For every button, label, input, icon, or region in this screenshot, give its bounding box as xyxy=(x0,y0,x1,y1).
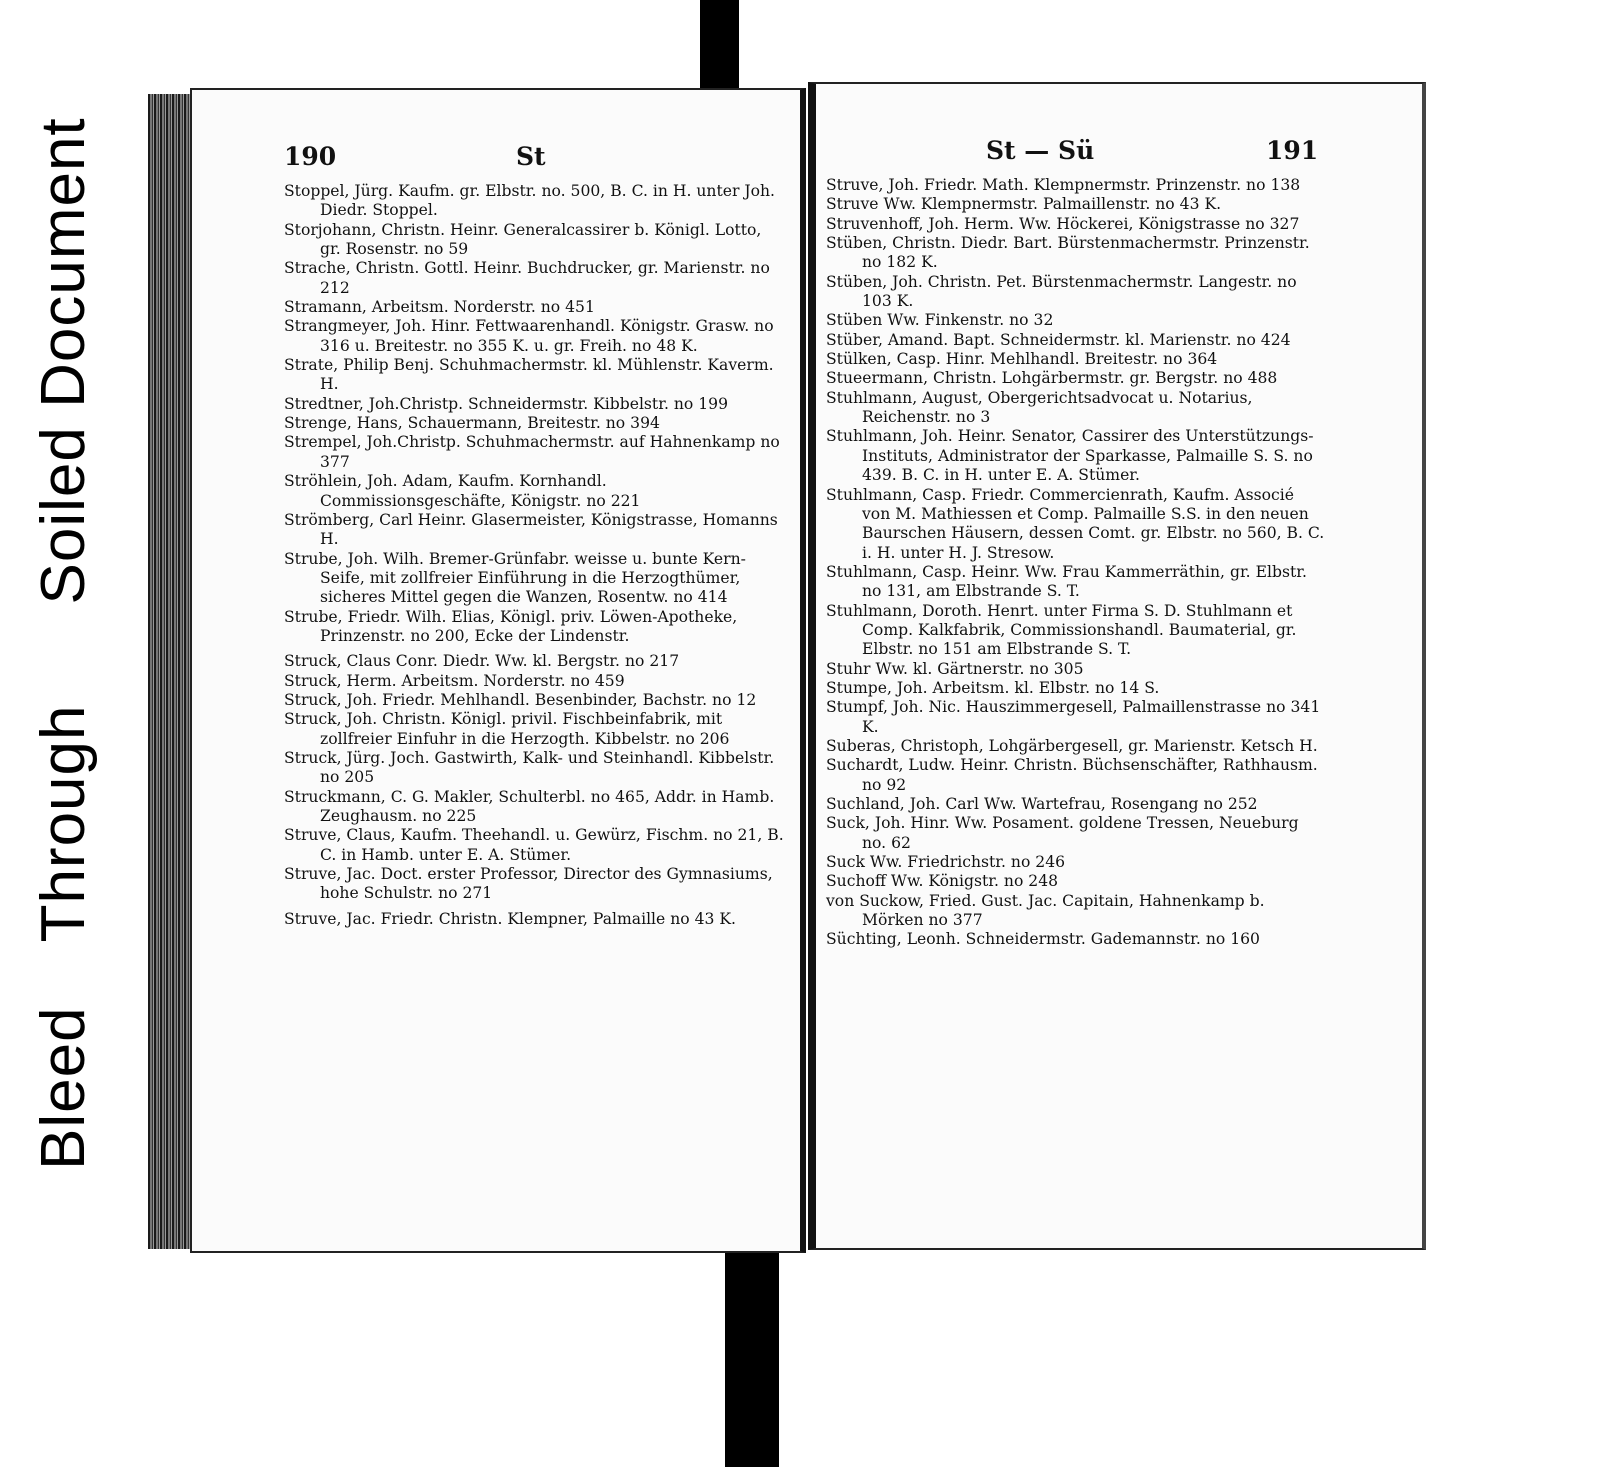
directory-entry: Struve, Jac. Doct. erster Professor, Director des Gymnasiums, hohe Schulstr. no 271 xyxy=(284,865,773,903)
book-page-edges xyxy=(148,94,192,1249)
directory-entry: Suchland, Joh. Carl Ww. Wartefrau, Rosengang no 252 xyxy=(826,795,1258,813)
side-label-through: Through xyxy=(29,704,98,943)
directory-entry: Stumpe, Joh. Arbeitsm. kl. Elbstr. no 14 S. xyxy=(826,678,1160,697)
directory-entry: Storjohann, Christn. Heinr. Generalcassirer b. Königl. Lotto, gr. Rosenstr. no 59 xyxy=(284,220,762,259)
page-number-right: 191 xyxy=(1266,136,1319,165)
directory-entry: von Suckow, Fried. Gust. Jac. Capitain, Hahnenkamp b. Mörken no 377 xyxy=(826,891,1265,930)
directory-entry: Stüben, Joh. Christn. Pet. Bürstenmachermstr. Langestr. no 103 K. xyxy=(826,272,1297,311)
directory-entry: Strempel, Joh.Christp. Schuhmachermstr. auf Hahnenkamp no 377 xyxy=(284,433,780,471)
directory-entry: Stueermann, Christn. Lohgärbermstr. gr. Bergstr. no 488 xyxy=(826,369,1278,388)
directory-entry: Stüber, Amand. Bapt. Schneidermstr. kl. Marienstr. no 424 xyxy=(826,330,1291,349)
binding-strip-top xyxy=(700,0,739,100)
page-number-left: 190 xyxy=(284,142,337,171)
directory-entry: Struck, Joh. Friedr. Mehlhandl. Besenbinder, Bachstr. no 12 xyxy=(284,690,757,709)
directory-entry: Stredtner, Joh.Christp. Schneidermstr. Kibbelstr. no 199 xyxy=(284,394,729,413)
directory-entry: Suberas, Christoph, Lohgärbergesell, gr. Marienstr. Ketsch H. xyxy=(826,736,1318,755)
directory-entry: Süchting, Leonh. Schneidermstr. Gademannstr. no 160 xyxy=(826,930,1260,949)
running-head-left: St xyxy=(516,142,546,171)
left-entries xyxy=(284,182,784,929)
directory-entry: Stoppel, Jürg. Kaufm. gr. Elbstr. no. 500, B. C. in H. unter Joh. Diedr. Stoppel. xyxy=(284,182,775,220)
directory-entry: Strube, Joh. Wilh. Bremer-Grünfabr. weisse u. bunte Kern-Seife, mit zollfreier Einführung in die Herzogthümer, sicheres Mittel gegen die Wanzen, Rosentw. no 414 xyxy=(284,549,746,607)
right-page xyxy=(808,82,1426,1250)
directory-entry: Suck Ww. Friedrichstr. no 246 xyxy=(826,853,1066,872)
directory-entry: Stuhlmann, Casp. Friedr. Commercienrath, Kaufm. Associé von M. Mathiessen et Comp. Palmaille S.S. in den neuen Baurschen Häusern, dessen Comt. gr. Elbstr. no 560, B. C. i. H. unter H. J. Stresow. xyxy=(826,485,1325,562)
directory-entry: Strache, Christn. Gottl. Heinr. Buchdrucker, gr. Marienstr. no 212 xyxy=(284,259,770,297)
running-head-right: St — Sü xyxy=(986,136,1095,165)
directory-entry: Strube, Friedr. Wilh. Elias, Königl. priv. Löwen-Apotheke, Prinzenstr. no 200, Ecke der Lindenstr. xyxy=(284,607,738,645)
directory-entry: Strate, Philip Benj. Schuhmachermstr. kl. Mühlenstr. Kaverm. H. xyxy=(284,356,774,394)
directory-entry: Stuhr Ww. kl. Gärtnerstr. no 305 xyxy=(826,659,1084,678)
directory-entry: Struck, Joh. Christn. Königl. privil. Fischbeinfabrik, mit zollfreier Einfuhr in die Herzogth. Kibbelstr. no 206 xyxy=(284,710,730,748)
directory-entry: Strangmeyer, Joh. Hinr. Fettwaarenhandl. Königstr. Grasw. no 316 u. Breitestr. no 355 K. u. gr. Freih. no 48 K. xyxy=(284,317,774,355)
directory-entry: Stuhlmann, Casp. Heinr. Ww. Frau Kammerräthin, gr. Elbstr. no 131, am Elbstrande S. T. xyxy=(826,562,1307,601)
directory-entry: Struvenhoff, Joh. Herm. Ww. Höckerei, Königstrasse no 327 xyxy=(826,214,1300,233)
directory-entry: Stüben, Christn. Diedr. Bart. Bürstenmachermstr. Prinzenstr. no 182 K. xyxy=(826,234,1310,272)
directory-entry: Struve, Claus, Kaufm. Theehandl. u. Gewürz, Fischm. no 21, B. C. in Hamb. unter E. A. Stümer. xyxy=(284,826,784,864)
directory-entry: Stuhlmann, Joh. Heinr. Senator, Cassirer des Unterstützungs-Instituts, Administrator der Sparkasse, Palmaille S. S. no 439. B. C. in H. unter E. A. Stümer. xyxy=(826,427,1314,485)
directory-entry: Ströhlein, Joh. Adam, Kaufm. Kornhandl. Commissionsgeschäfte, Königstr. no 221 xyxy=(284,472,641,510)
directory-entry: Stumpf, Joh. Nic. Hauszimmergesell, Palmaillenstrasse no 341 K. xyxy=(826,698,1321,736)
directory-entry: Stuhlmann, Doroth. Henrt. unter Firma S. D. Stuhlmann et Comp. Kalkfabrik, Commissionshandl. Baumaterial, gr. Elbstr. no 151 am Elbstrande S. T. xyxy=(826,601,1297,659)
directory-entry: Suck, Joh. Hinr. Ww. Posament. goldene Tressen, Neueburg no. 62 xyxy=(826,814,1299,852)
left-page-header xyxy=(284,142,784,182)
directory-entry: Struck, Herm. Arbeitsm. Norderstr. no 459 xyxy=(284,671,625,690)
directory-entry: Struve, Jac. Friedr. Christn. Klempner, Palmaille no 43 K. xyxy=(284,909,737,928)
directory-entry: Struve, Joh. Friedr. Math. Klempnermstr. Prinzenstr. no 138 xyxy=(826,176,1301,194)
right-page-header xyxy=(826,136,1326,176)
left-page xyxy=(190,88,806,1253)
directory-entry: Suchardt, Ludw. Heinr. Christn. Büchsenschäfter, Rathhausm. no 92 xyxy=(826,756,1318,794)
directory-entry: Stuhlmann, August, Obergerichtsadvocat u. Notarius, Reichenstr. no 3 xyxy=(826,388,1253,427)
side-label-soiled: Soiled Document xyxy=(29,117,98,605)
right-entries xyxy=(826,176,1326,950)
side-label-bleed: Bleed xyxy=(29,1006,98,1170)
directory-entry: Struck, Claus Conr. Diedr. Ww. kl. Bergstr. no 217 xyxy=(284,652,680,671)
binding-strip-bottom xyxy=(725,1240,779,1467)
directory-entry: Struck, Jürg. Joch. Gastwirth, Kalk- und Steinhandl. Kibbelstr. no 205 xyxy=(284,748,775,787)
directory-entry: Strenge, Hans, Schauermann, Breitestr. no 394 xyxy=(284,414,660,433)
directory-entry: Struckmann, C. G. Makler, Schulterbl. no 465, Addr. in Hamb. Zeughausm. no 225 xyxy=(284,787,775,825)
directory-entry: Stramann, Arbeitsm. Norderstr. no 451 xyxy=(284,298,595,317)
directory-entry: Strömberg, Carl Heinr. Glasermeister, Königstrasse, Homanns H. xyxy=(284,510,778,549)
side-label xyxy=(28,117,99,1170)
directory-entry: Struve Ww. Klempnermstr. Palmaillenstr. no 43 K. xyxy=(826,195,1222,214)
directory-entry: Stüben Ww. Finkenstr. no 32 xyxy=(826,311,1054,330)
directory-entry: Stülken, Casp. Hinr. Mehlhandl. Breitestr. no 364 xyxy=(826,350,1218,369)
directory-entry: Suchoff Ww. Königstr. no 248 xyxy=(826,872,1059,891)
